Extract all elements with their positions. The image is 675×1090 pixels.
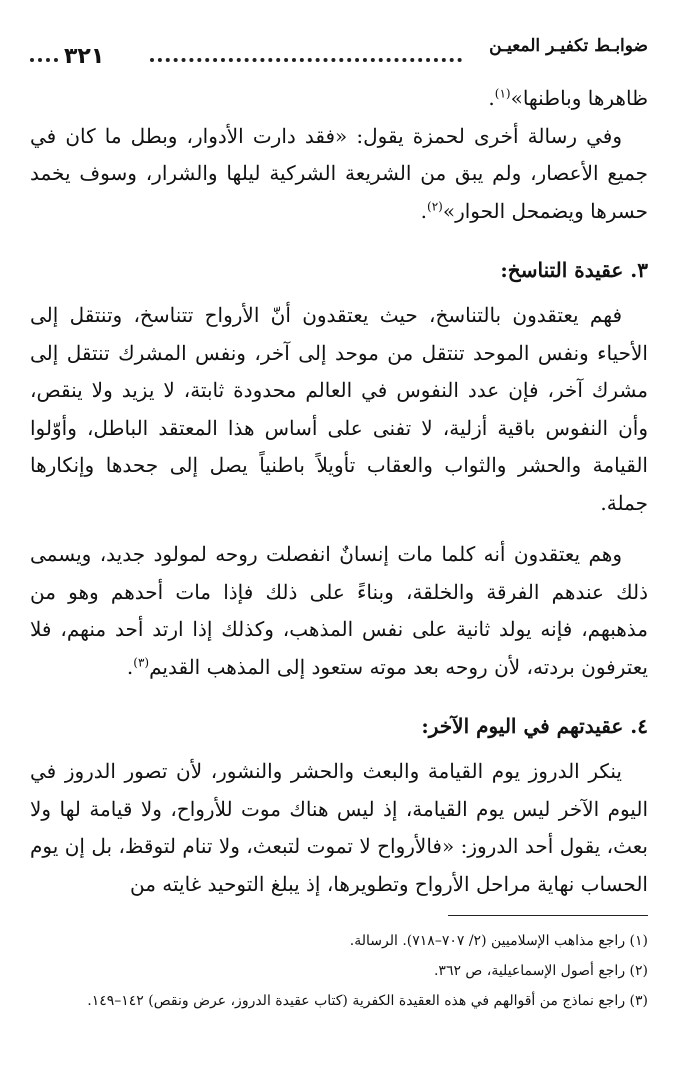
header-divider: [150, 58, 462, 62]
footnote: (٣) راجع نماذج من أقوالهم في هذه العقيدة الكفرية (كتاب عقيدة الدروز، عرض ونقص) ١٤٢–١٤٩.: [87, 993, 648, 1009]
section-heading: ٣. عقيدة التناسخ:: [500, 258, 648, 282]
footnote: (١) راجع مذاهب الإسلاميين (٢/ ٧٠٧–٧١٨). الرسالة.: [349, 933, 648, 949]
paragraph: ظاهرها وباطنها»$^{(١)}$.: [488, 86, 648, 110]
paragraph: فهم يعتقدون بالتناسخ، حيث يعتقدون أنّ الأرواح تتناسخ، وتنتقل إلى الأحياء ونفس الموحد تنتقل من موحد إلى آخر، ونفس المشرك تنتقل إلى مشرك آخر، فإن عدد النفوس في العالم محدودة ثابتة، لا يزيد ولا ينقص، وأن النفوس باقية أزلية، لا تفنى على أساس هذا المعتقد الباطل، وأوّلوا القيامة والحشر والثواب والعقاب تأويلاً باطنياً يصل إلى جحدها وإنكارها جملة.: [30, 303, 648, 515]
footnote-ref: (٢): [427, 198, 443, 213]
paragraph: وفي رسالة أخرى لحمزة يقول: «فقد دارت الأدوار، وبطل ما كان في جميع الأعصار، ولم يبق من الشريعة الشركية ليلها والشرار، وسوف يخمد حسرها ويضمحل الحوار»$^{(٢)}$.: [30, 123, 648, 223]
footnote: (٢) راجع أصول الإسماعيلية، ص ٣٦٢.: [433, 963, 648, 979]
book-page: [30, 28, 648, 1068]
running-header: [30, 28, 648, 76]
paragraph-text: وهم يعتقدون أنه كلما مات إنسانٌ انفصلت روحه لمولود جديد، ويسمى ذلك عندهم الفرقة والخلقة، وبناءً على ذلك فإذا مات أحدهم وهو من مذهبهم، فإنه يولد ثانية على نفس المذهب، وكذلك إذا ارتد أحد منهم، فلا يعترفون بردته، لأن روحه بعد موته ستعود إلى المذهب القديم: [30, 542, 649, 679]
paragraph-text: ظاهرها وباطنها»: [510, 86, 648, 110]
footnote-divider: [448, 915, 648, 916]
paragraph: ينكر الدروز يوم القيامة والبعث والحشر والنشور، لأن تصور الدروز في اليوم الآخر ليس يوم القيامة، إذ ليس هناك موت للأرواح، ولا قيامة لها ولا بعث، يقول أحد الدروز: «فالأرواح لا تموت لتبعث، ولا تنام لتوقظ، بل إن يوم الحساب نهاية مراحل الأرواح وتطويرها، إذ يبلغ التوحيد غايته من: [30, 759, 648, 896]
page-number: ٣٢١: [64, 44, 105, 69]
footnote-ref: (٣): [133, 654, 150, 669]
paragraph-text: وفي رسالة أخرى لحمزة يقول: «فقد دارت الأدوار، وبطل ما كان في جميع الأعصار، ولم يبق من الشريعة الشركية ليلها والشرار، وسوف يخمد حسرها ويضمحل الحوار»: [30, 123, 648, 223]
running-title: ضوابـط تكفيـر المعيـن: [489, 36, 648, 56]
section-heading: ٤. عقيدتهم في اليوم الآخر:: [421, 714, 648, 738]
header-divider-end: [30, 58, 58, 62]
footnotes: [30, 926, 648, 1016]
paragraph: وهم يعتقدون أنه كلما مات إنسانٌ انفصلت روحه لمولود جديد، ويسمى ذلك عندهم الفرقة والخلقة، وبناءً على ذلك فإذا مات أحدهم وهو من مذهبهم، فإنه يولد ثانية على نفس المذهب، وكذلك إذا ارتد أحد منهم، فلا يعترفون بردته، لأن روحه بعد موته ستعود إلى المذهب القديم$^{(٣)}$.: [30, 542, 649, 679]
footnote-ref: (١): [494, 86, 511, 101]
